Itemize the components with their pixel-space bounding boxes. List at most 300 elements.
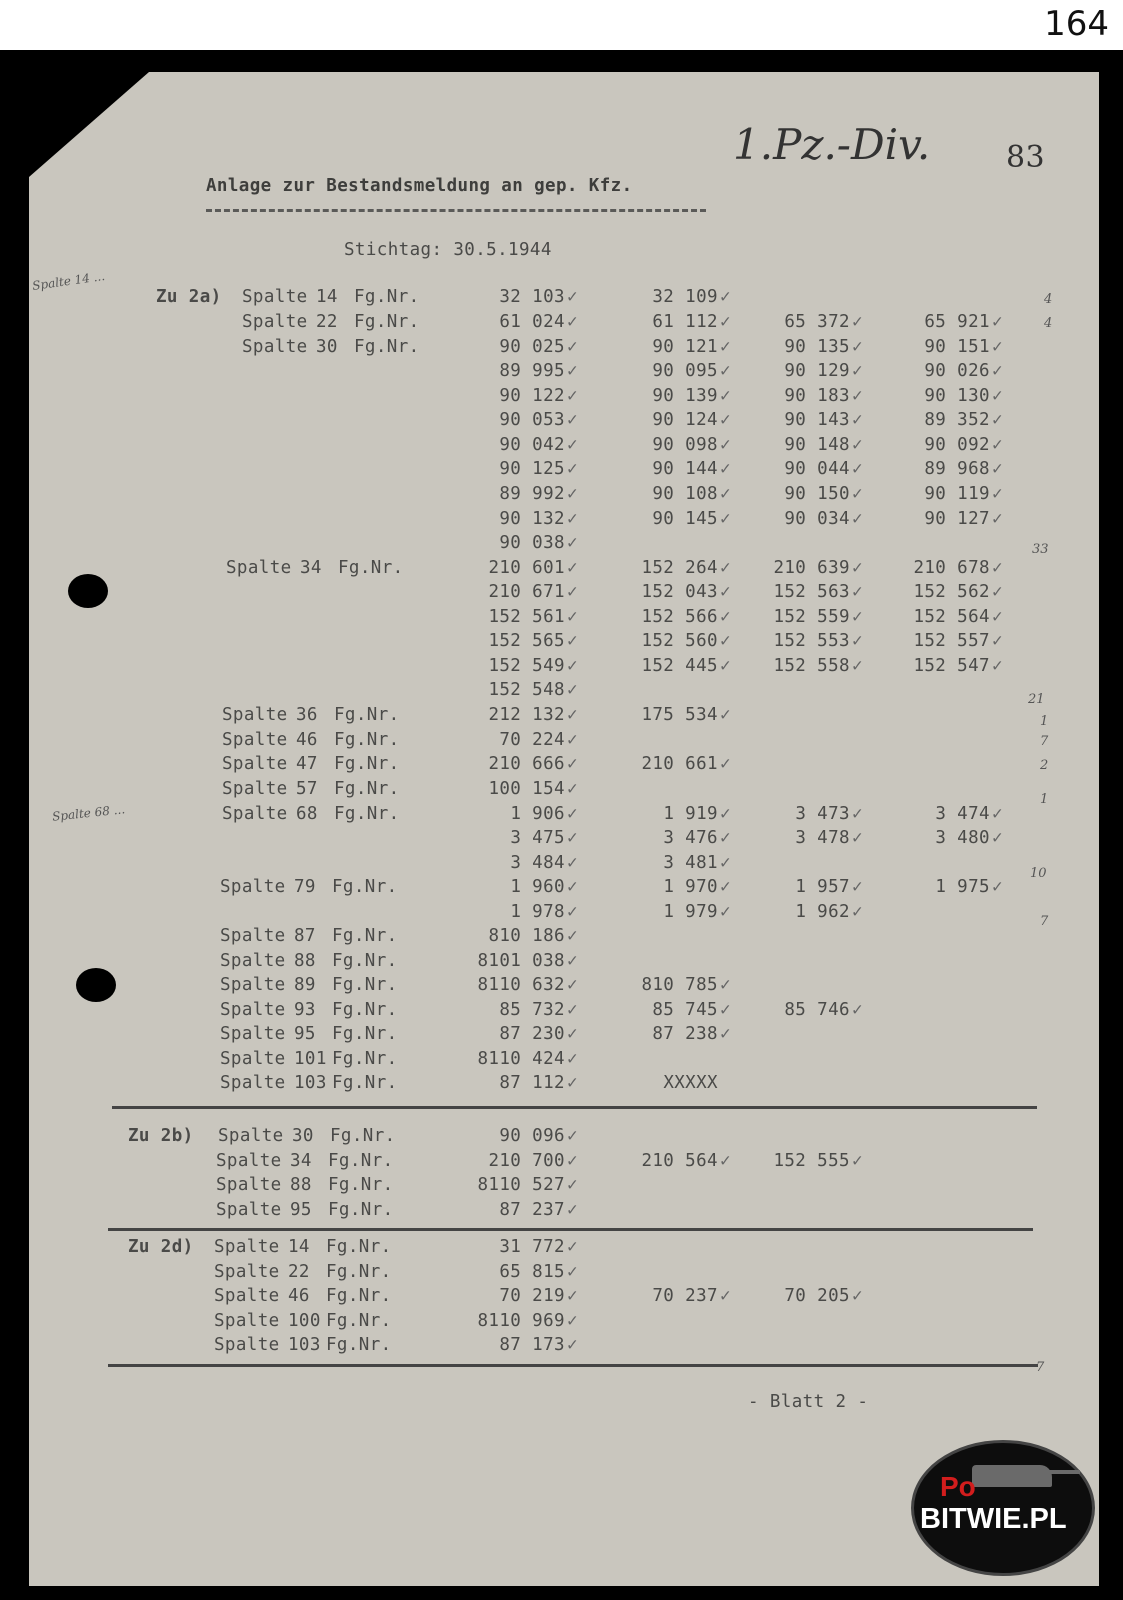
checkmark-icon: ✓ [567,337,578,357]
chassis-number: 90 145 [652,509,718,529]
chassis-number: 65 372 [784,312,850,332]
checkmark-icon: ✓ [852,607,863,627]
checkmark-icon: ✓ [567,1237,578,1257]
chassis-number: 1 979 [663,902,718,922]
checkmark-icon: ✓ [852,558,863,578]
punch-hole [76,968,116,1002]
spalte-number: 46 [296,730,318,750]
checkmark-icon: ✓ [567,902,578,922]
fg-nr-label: Fg.Nr. [334,804,400,824]
spalte-number: 14 [288,1237,310,1257]
checkmark-icon: ✓ [567,1175,578,1195]
checkmark-icon: ✓ [720,1286,731,1306]
spalte-number: 22 [288,1262,310,1282]
spalte-number: 88 [294,951,316,971]
checkmark-icon: ✓ [992,484,1003,504]
spalte-number: 95 [290,1200,312,1220]
fg-nr-label: Fg.Nr. [328,1200,394,1220]
fg-nr-label: Fg.Nr. [326,1237,392,1257]
spalte-number: 101 [294,1049,327,1069]
fg-nr-label: Fg.Nr. [332,926,398,946]
checkmark-icon: ✓ [720,582,731,602]
chassis-number: 152 559 [773,607,850,627]
checkmark-icon: ✓ [852,312,863,332]
chassis-number: 70 237 [652,1286,718,1306]
chassis-number: 152 560 [641,631,718,651]
checkmark-icon: ✓ [567,951,578,971]
chassis-number: 87 237 [499,1200,565,1220]
margin-tally: 4 [1044,316,1053,331]
spalte-label: Spalte [218,1126,284,1146]
chassis-number: 152 553 [773,631,850,651]
checkmark-icon: ✓ [852,1151,863,1171]
chassis-number: 175 534 [641,705,718,725]
checkmark-icon: ✓ [720,804,731,824]
chassis-number: 152 563 [773,582,850,602]
checkmark-icon: ✓ [567,459,578,479]
checkmark-icon: ✓ [567,1151,578,1171]
spalte-number: 103 [288,1335,321,1355]
chassis-number: 152 547 [913,656,990,676]
chassis-number: 87 238 [652,1024,718,1044]
checkmark-icon: ✓ [720,853,731,873]
chassis-number: 90 026 [924,361,990,381]
checkmark-icon: ✓ [852,1000,863,1020]
chassis-number: 152 564 [913,607,990,627]
checkmark-icon: ✓ [567,386,578,406]
checkmark-icon: ✓ [992,337,1003,357]
spalte-label: Spalte [220,877,286,897]
chassis-number: 90 053 [499,410,565,430]
margin-tally: 2 [1040,758,1049,773]
fg-nr-label: Fg.Nr. [334,779,400,799]
checkmark-icon: ✓ [567,1024,578,1044]
fg-nr-label: Fg.Nr. [354,337,420,357]
chassis-number: 65 815 [499,1262,565,1282]
chassis-number: 1 975 [935,877,990,897]
chassis-number: 90 034 [784,509,850,529]
chassis-number: 1 970 [663,877,718,897]
chassis-number: 1 960 [510,877,565,897]
checkmark-icon: ✓ [567,1286,578,1306]
fg-nr-label: Fg.Nr. [332,1073,398,1093]
checkmark-icon: ✓ [852,410,863,430]
chassis-number: 90 183 [784,386,850,406]
chassis-number: 152 445 [641,656,718,676]
chassis-number: 90 135 [784,337,850,357]
chassis-number: 3 476 [663,828,718,848]
spalte-number: 57 [296,779,318,799]
checkmark-icon: ✓ [567,705,578,725]
spalte-label: Spalte [220,1000,286,1020]
checkmark-icon: ✓ [852,1286,863,1306]
fg-nr-label: Fg.Nr. [334,730,400,750]
checkmark-icon: ✓ [567,656,578,676]
chassis-number: 3 473 [795,804,850,824]
checkmark-icon: ✓ [567,533,578,553]
spalte-number: 34 [300,558,322,578]
chassis-number: 3 480 [935,828,990,848]
spalte-label: Spalte [222,730,288,750]
checkmark-icon: ✓ [992,828,1003,848]
margin-tally: 7 [1036,1360,1045,1375]
fg-nr-label: Fg.Nr. [332,975,398,995]
checkmark-icon: ✓ [567,1311,578,1331]
chassis-number: 90 129 [784,361,850,381]
chassis-number: 152 561 [488,607,565,627]
chassis-number: 1 957 [795,877,850,897]
chassis-number: 61 112 [652,312,718,332]
chassis-number: 1 906 [510,804,565,824]
chassis-number: 8110 632 [477,975,565,995]
spalte-number: 68 [296,804,318,824]
checkmark-icon: ✓ [852,435,863,455]
checkmark-icon: ✓ [992,361,1003,381]
chassis-number: 70 205 [784,1286,850,1306]
chassis-number: 90 124 [652,410,718,430]
checkmark-icon: ✓ [567,926,578,946]
spalte-number: 30 [292,1126,314,1146]
checkmark-icon: ✓ [992,582,1003,602]
fg-nr-label: Fg.Nr. [326,1311,392,1331]
fg-nr-label: Fg.Nr. [332,877,398,897]
chassis-number: 90 143 [784,410,850,430]
checkmark-icon: ✓ [567,730,578,750]
chassis-number: 3 478 [795,828,850,848]
fg-nr-label: Fg.Nr. [354,287,420,307]
checkmark-icon: ✓ [992,607,1003,627]
chassis-number: 152 562 [913,582,990,602]
spalte-label: Spalte [220,1073,286,1093]
spalte-number: 30 [316,337,338,357]
checkmark-icon: ✓ [567,779,578,799]
chassis-number: 152 555 [773,1151,850,1171]
margin-tally: 4 [1044,292,1053,307]
chassis-number: 89 352 [924,410,990,430]
division-handwritten: 1.Pz.-Div. [733,120,931,169]
chassis-number: 210 661 [641,754,718,774]
chassis-number: 1 978 [510,902,565,922]
spalte-label: Spalte [226,558,292,578]
spalte-number: 89 [294,975,316,995]
checkmark-icon: ✓ [852,828,863,848]
spalte-number: 46 [288,1286,310,1306]
chassis-number: 8110 424 [477,1049,565,1069]
chassis-number: 85 745 [652,1000,718,1020]
fg-nr-label: Fg.Nr. [332,1049,398,1069]
checkmark-icon: ✓ [852,877,863,897]
title-underline [206,209,706,212]
page-number: 164 [1044,4,1109,44]
section-label: Zu 2a) [156,287,222,307]
chassis-number: 90 096 [499,1126,565,1146]
margin-tally: 7 [1040,734,1049,749]
checkmark-icon: ✓ [720,1024,731,1044]
checkmark-icon: ✓ [567,361,578,381]
checkmark-icon: ✓ [720,1151,731,1171]
chassis-number: 210 671 [488,582,565,602]
chassis-number: 85 746 [784,1000,850,1020]
checkmark-icon: ✓ [992,631,1003,651]
chassis-number: 90 038 [499,533,565,553]
checkmark-icon: ✓ [567,582,578,602]
checkmark-icon: ✓ [992,804,1003,824]
chassis-number: 90 095 [652,361,718,381]
chassis-number: 70 219 [499,1286,565,1306]
chassis-number: 152 566 [641,607,718,627]
checkmark-icon: ✓ [852,582,863,602]
checkmark-icon: ✓ [720,509,731,529]
chassis-number: 152 549 [488,656,565,676]
margin-tally: 21 [1028,692,1045,707]
chassis-number: 85 732 [499,1000,565,1020]
chassis-number: 70 224 [499,730,565,750]
chassis-number: 87 173 [499,1335,565,1355]
spalte-label: Spalte [216,1200,282,1220]
chassis-number: 90 044 [784,459,850,479]
checkmark-icon: ✓ [720,828,731,848]
spalte-label: Spalte [220,975,286,995]
chassis-number: 90 144 [652,459,718,479]
top-margin-bar [0,0,1123,50]
spalte-number: 14 [316,287,338,307]
checkmark-icon: ✓ [720,459,731,479]
margin-tally: 10 [1030,866,1047,881]
checkmark-icon: ✓ [992,435,1003,455]
checkmark-icon: ✓ [852,459,863,479]
chassis-number: 90 042 [499,435,565,455]
checkmark-icon: ✓ [852,902,863,922]
checkmark-icon: ✓ [720,877,731,897]
spalte-number: 34 [290,1151,312,1171]
fg-nr-label: Fg.Nr. [334,705,400,725]
checkmark-icon: ✓ [852,386,863,406]
spalte-label: Spalte [242,287,308,307]
spalte-label: Spalte [214,1311,280,1331]
chassis-number: 210 700 [488,1151,565,1171]
checkmark-icon: ✓ [567,804,578,824]
chassis-number: 810 785 [641,975,718,995]
spalte-label: Spalte [222,705,288,725]
spalte-label: Spalte [222,779,288,799]
checkmark-icon: ✓ [567,1262,578,1282]
checkmark-icon: ✓ [720,312,731,332]
chassis-number: 89 992 [499,484,565,504]
spalte-label: Spalte [220,1024,286,1044]
spalte-number: 36 [296,705,318,725]
chassis-number: 1 919 [663,804,718,824]
checkmark-icon: ✓ [720,386,731,406]
checkmark-icon: ✓ [852,631,863,651]
checkmark-icon: ✓ [720,337,731,357]
checkmark-icon: ✓ [567,287,578,307]
spalte-label: Spalte [220,1049,286,1069]
checkmark-icon: ✓ [567,558,578,578]
watermark-line1: Po [940,1471,976,1502]
spalte-label: Spalte [214,1237,280,1257]
checkmark-icon: ✓ [852,484,863,504]
margin-tally: 7 [1040,914,1049,929]
chassis-number: 152 264 [641,558,718,578]
chassis-number: 90 122 [499,386,565,406]
spalte-label: Spalte [216,1175,282,1195]
checkmark-icon: ✓ [720,631,731,651]
footer-sheet-ref: - Blatt 2 - [748,1392,869,1412]
checkmark-icon: ✓ [852,509,863,529]
checkmark-icon: ✓ [852,361,863,381]
fg-nr-label: Fg.Nr. [354,312,420,332]
chassis-number: 152 043 [641,582,718,602]
chassis-number: 90 127 [924,509,990,529]
chassis-number: 90 139 [652,386,718,406]
chassis-number: 810 186 [488,926,565,946]
chassis-number: 61 024 [499,312,565,332]
punch-hole [68,574,108,608]
chassis-number: 90 125 [499,459,565,479]
section-label: Zu 2b) [128,1126,194,1146]
checkmark-icon: ✓ [852,337,863,357]
checkmark-icon: ✓ [567,1049,578,1069]
checkmark-icon: ✓ [567,410,578,430]
date-line: Stichtag: 30.5.1944 [344,240,552,260]
document-title: Anlage zur Bestandsmeldung an gep. Kfz. [206,176,633,196]
chassis-number: 100 154 [488,779,565,799]
watermark-logo [911,1440,1095,1576]
checkmark-icon: ✓ [720,656,731,676]
checkmark-icon: ✓ [567,1335,578,1355]
checkmark-icon: ✓ [992,558,1003,578]
chassis-number: 90 151 [924,337,990,357]
chassis-number: 1 962 [795,902,850,922]
fg-nr-label: Fg.Nr. [332,951,398,971]
checkmark-icon: ✓ [567,975,578,995]
margin-tally: 1 [1040,792,1049,807]
checkmark-icon: ✓ [852,804,863,824]
spalte-number: 79 [294,877,316,897]
spalte-label: Spalte [214,1286,280,1306]
chassis-number: 90 132 [499,509,565,529]
checkmark-icon: ✓ [567,828,578,848]
checkmark-icon: ✓ [720,558,731,578]
checkmark-icon: ✓ [567,877,578,897]
chassis-number: 152 557 [913,631,990,651]
fg-nr-label: Fg.Nr. [332,1024,398,1044]
chassis-number: 210 678 [913,558,990,578]
chassis-number: XXXXX [663,1073,718,1093]
chassis-number: 152 548 [488,680,565,700]
fg-nr-label: Fg.Nr. [328,1151,394,1171]
chassis-number: 8110 969 [477,1311,565,1331]
tank-gun-icon [1044,1470,1080,1474]
checkmark-icon: ✓ [992,410,1003,430]
margin-tally: 33 [1032,542,1049,557]
checkmark-icon: ✓ [567,312,578,332]
spalte-label: Spalte [214,1335,280,1355]
checkmark-icon: ✓ [567,435,578,455]
spalte-label: Spalte [220,926,286,946]
chassis-number: 90 092 [924,435,990,455]
checkmark-icon: ✓ [992,312,1003,332]
chassis-number: 210 639 [773,558,850,578]
chassis-number: 152 558 [773,656,850,676]
margin-note: Spalte 68 ... [51,802,126,824]
chassis-number: 90 130 [924,386,990,406]
section-divider [112,1106,1037,1109]
section-divider [108,1364,1038,1367]
sheet-number: 83 [1006,140,1045,175]
checkmark-icon: ✓ [720,435,731,455]
spalte-label: Spalte [214,1262,280,1282]
spalte-number: 88 [290,1175,312,1195]
checkmark-icon: ✓ [567,509,578,529]
chassis-number: 90 025 [499,337,565,357]
chassis-number: 87 230 [499,1024,565,1044]
spalte-number: 100 [288,1311,321,1331]
chassis-number: 87 112 [499,1073,565,1093]
chassis-number: 89 995 [499,361,565,381]
spalte-label: Spalte [222,754,288,774]
section-label: Zu 2d) [128,1237,194,1257]
chassis-number: 212 132 [488,705,565,725]
fg-nr-label: Fg.Nr. [334,754,400,774]
checkmark-icon: ✓ [720,1000,731,1020]
fg-nr-label: Fg.Nr. [326,1335,392,1355]
chassis-number: 32 109 [652,287,718,307]
checkmark-icon: ✓ [992,877,1003,897]
chassis-number: 3 475 [510,828,565,848]
fg-nr-label: Fg.Nr. [326,1286,392,1306]
checkmark-icon: ✓ [720,705,731,725]
checkmark-icon: ✓ [567,754,578,774]
chassis-number: 90 108 [652,484,718,504]
checkmark-icon: ✓ [992,386,1003,406]
checkmark-icon: ✓ [720,484,731,504]
checkmark-icon: ✓ [567,1126,578,1146]
chassis-number: 152 565 [488,631,565,651]
spalte-number: 103 [294,1073,327,1093]
spalte-label: Spalte [216,1151,282,1171]
checkmark-icon: ✓ [992,509,1003,529]
spalte-label: Spalte [242,312,308,332]
checkmark-icon: ✓ [720,361,731,381]
chassis-number: 90 150 [784,484,850,504]
checkmark-icon: ✓ [720,975,731,995]
chassis-number: 3 474 [935,804,990,824]
checkmark-icon: ✓ [567,631,578,651]
chassis-number: 90 119 [924,484,990,504]
fg-nr-label: Fg.Nr. [326,1262,392,1282]
section-divider [108,1228,1033,1231]
fg-nr-label: Fg.Nr. [330,1126,396,1146]
chassis-number: 32 103 [499,287,565,307]
margin-note: Spalte 14 ... [31,268,106,294]
checkmark-icon: ✓ [567,1200,578,1220]
chassis-number: 90 098 [652,435,718,455]
chassis-number: 3 481 [663,853,718,873]
spalte-number: 93 [294,1000,316,1020]
chassis-number: 210 564 [641,1151,718,1171]
chassis-number: 8110 527 [477,1175,565,1195]
chassis-number: 3 484 [510,853,565,873]
chassis-number: 210 666 [488,754,565,774]
spalte-number: 87 [294,926,316,946]
checkmark-icon: ✓ [852,656,863,676]
checkmark-icon: ✓ [567,680,578,700]
chassis-number: 65 921 [924,312,990,332]
fg-nr-label: Fg.Nr. [332,1000,398,1020]
checkmark-icon: ✓ [567,484,578,504]
spalte-label: Spalte [242,337,308,357]
